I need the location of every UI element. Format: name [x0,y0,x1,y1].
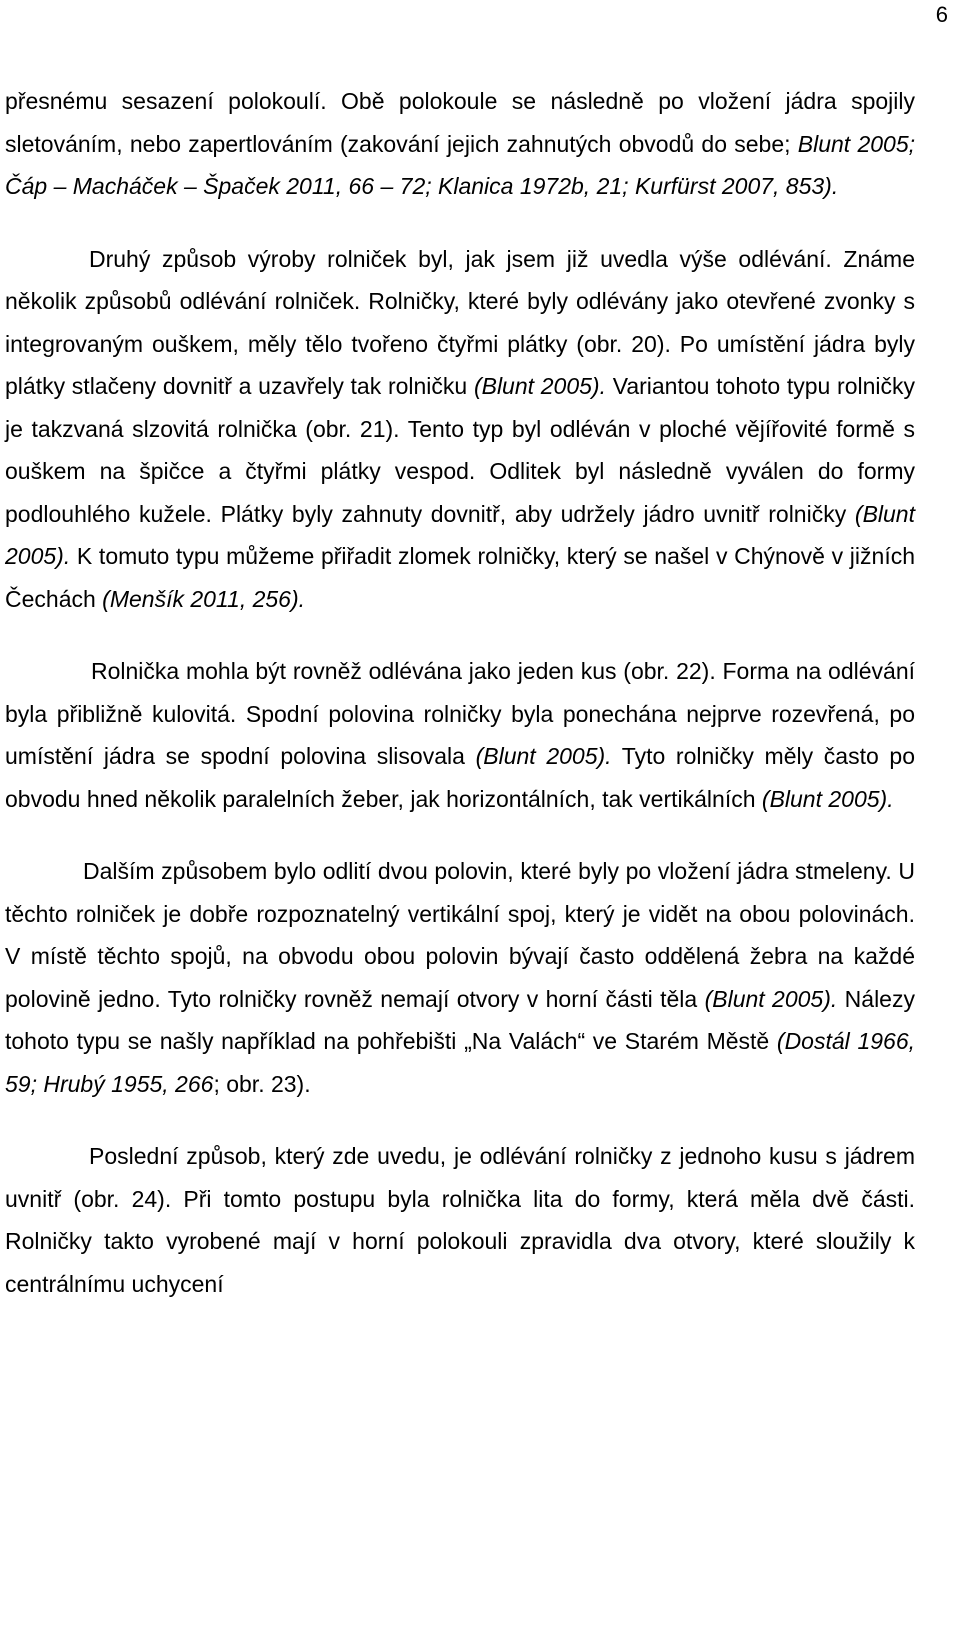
paragraph-3 [5,650,915,820]
document-body [5,80,915,1305]
citation: (Dostál 1966, 59; Hrubý 1955, 266 [5,1028,915,1097]
citation: (Blunt 2005). [473,373,606,399]
citation: (Blunt 2005). [704,985,838,1012]
paragraph-2 [5,238,915,621]
paragraph-4-text: ; obr. 23). [213,1070,311,1097]
paragraph-1-text: přesnému sesazení polokoulí. Obě polokoule se následně po vložení jádra spojily sletováním, nebo zapertlováním (zakování jejich zahnutých obvodů do sebe; [5,88,915,157]
paragraph-1 [5,80,915,208]
paragraph-5-text: Poslední způsob, který zde uvedu, je odlévání rolničky z jednoho kusu s jádrem uvnitř (obr. 24). Při tomto postupu byla rolnička lita do formy, která měla dvě části. Rolničky takto vyrobené mají v horní polokouli zpravidla dva otvory, které sloužily k centrálnímu uchycení [5,1143,915,1297]
paragraph-4-text: Nálezy tohoto typu se našly například na pohřebišti „Na Valách“ ve Starém Městě [5,985,915,1054]
paragraph-3-text: Tyto rolničky měly často po obvodu hned několik paralelních žeber, jak horizontálních, tak vertikálních [5,743,915,812]
paragraph-4 [5,850,915,1105]
citation: Blunt 2005; Čáp – Macháček – Špaček 2011, 66 – 72; Klanica 1972b, 21; Kurfürst 2007, 853). [5,130,915,199]
paragraph-2-text: K tomuto typu můžeme přiřadit zlomek rolničky, který se našel v Chýnově v jižních Čechách [5,543,915,612]
citation: (Blunt 2005). [761,785,894,812]
paragraph-4-text: Dalším způsobem bylo odlití dvou polovin, které byly po vložení jádra stmeleny. U těchto rolniček je dobře rozpoznatelný vertikální spoj, který je vidět na obou polovinách. V místě těchto spojů, na obvodu obou polovin bývají často oddělená žebra na každé polovině jedno. Tyto rolničky rovněž nemají otvory v horní části těla [5,858,915,1012]
paragraph-3-text: Rolnička mohla být rovněž odlévána jako jeden kus (obr. 22). Forma na odlévání byla přibližně kulovitá. Spodní polovina rolničky byla ponechána nejprve rozevřená, po umístění jádra se spodní polovina slisovala [5,658,915,769]
page-number: 6 [935,2,948,27]
paragraph-5 [5,1135,915,1305]
citation: (Blunt 2005). [475,743,612,769]
citation: (Menšík 2011, 256). [102,585,306,612]
paragraph-2-text: Variantou tohoto typu rolničky je takzvaná slzovitá rolnička (obr. 21). Tento typ byl odléván v ploché vějířovité formě s ouškem na špičce a čtyřmi plátky vespod. Odlitek byl následně vyválen do formy podlouhlého kužele. Plátky byly zahnuty dovnitř, aby udržely jádro uvnitř rolničky [5,373,915,527]
citation: (Blunt 2005). [5,500,915,569]
paragraph-2-text: Druhý způsob výroby rolniček byl, jak jsem již uvedla výše odlévání. Známe několik způsobů odlévání rolniček. Rolničky, které byly odlévány jako otevřené zvonky s integrovaným ouškem, měly tělo tvořeno čtyřmi plátky (obr. 20). Po umístění jádra byly plátky stlačeny dovnitř a uzavřely tak rolničku [5,245,915,399]
